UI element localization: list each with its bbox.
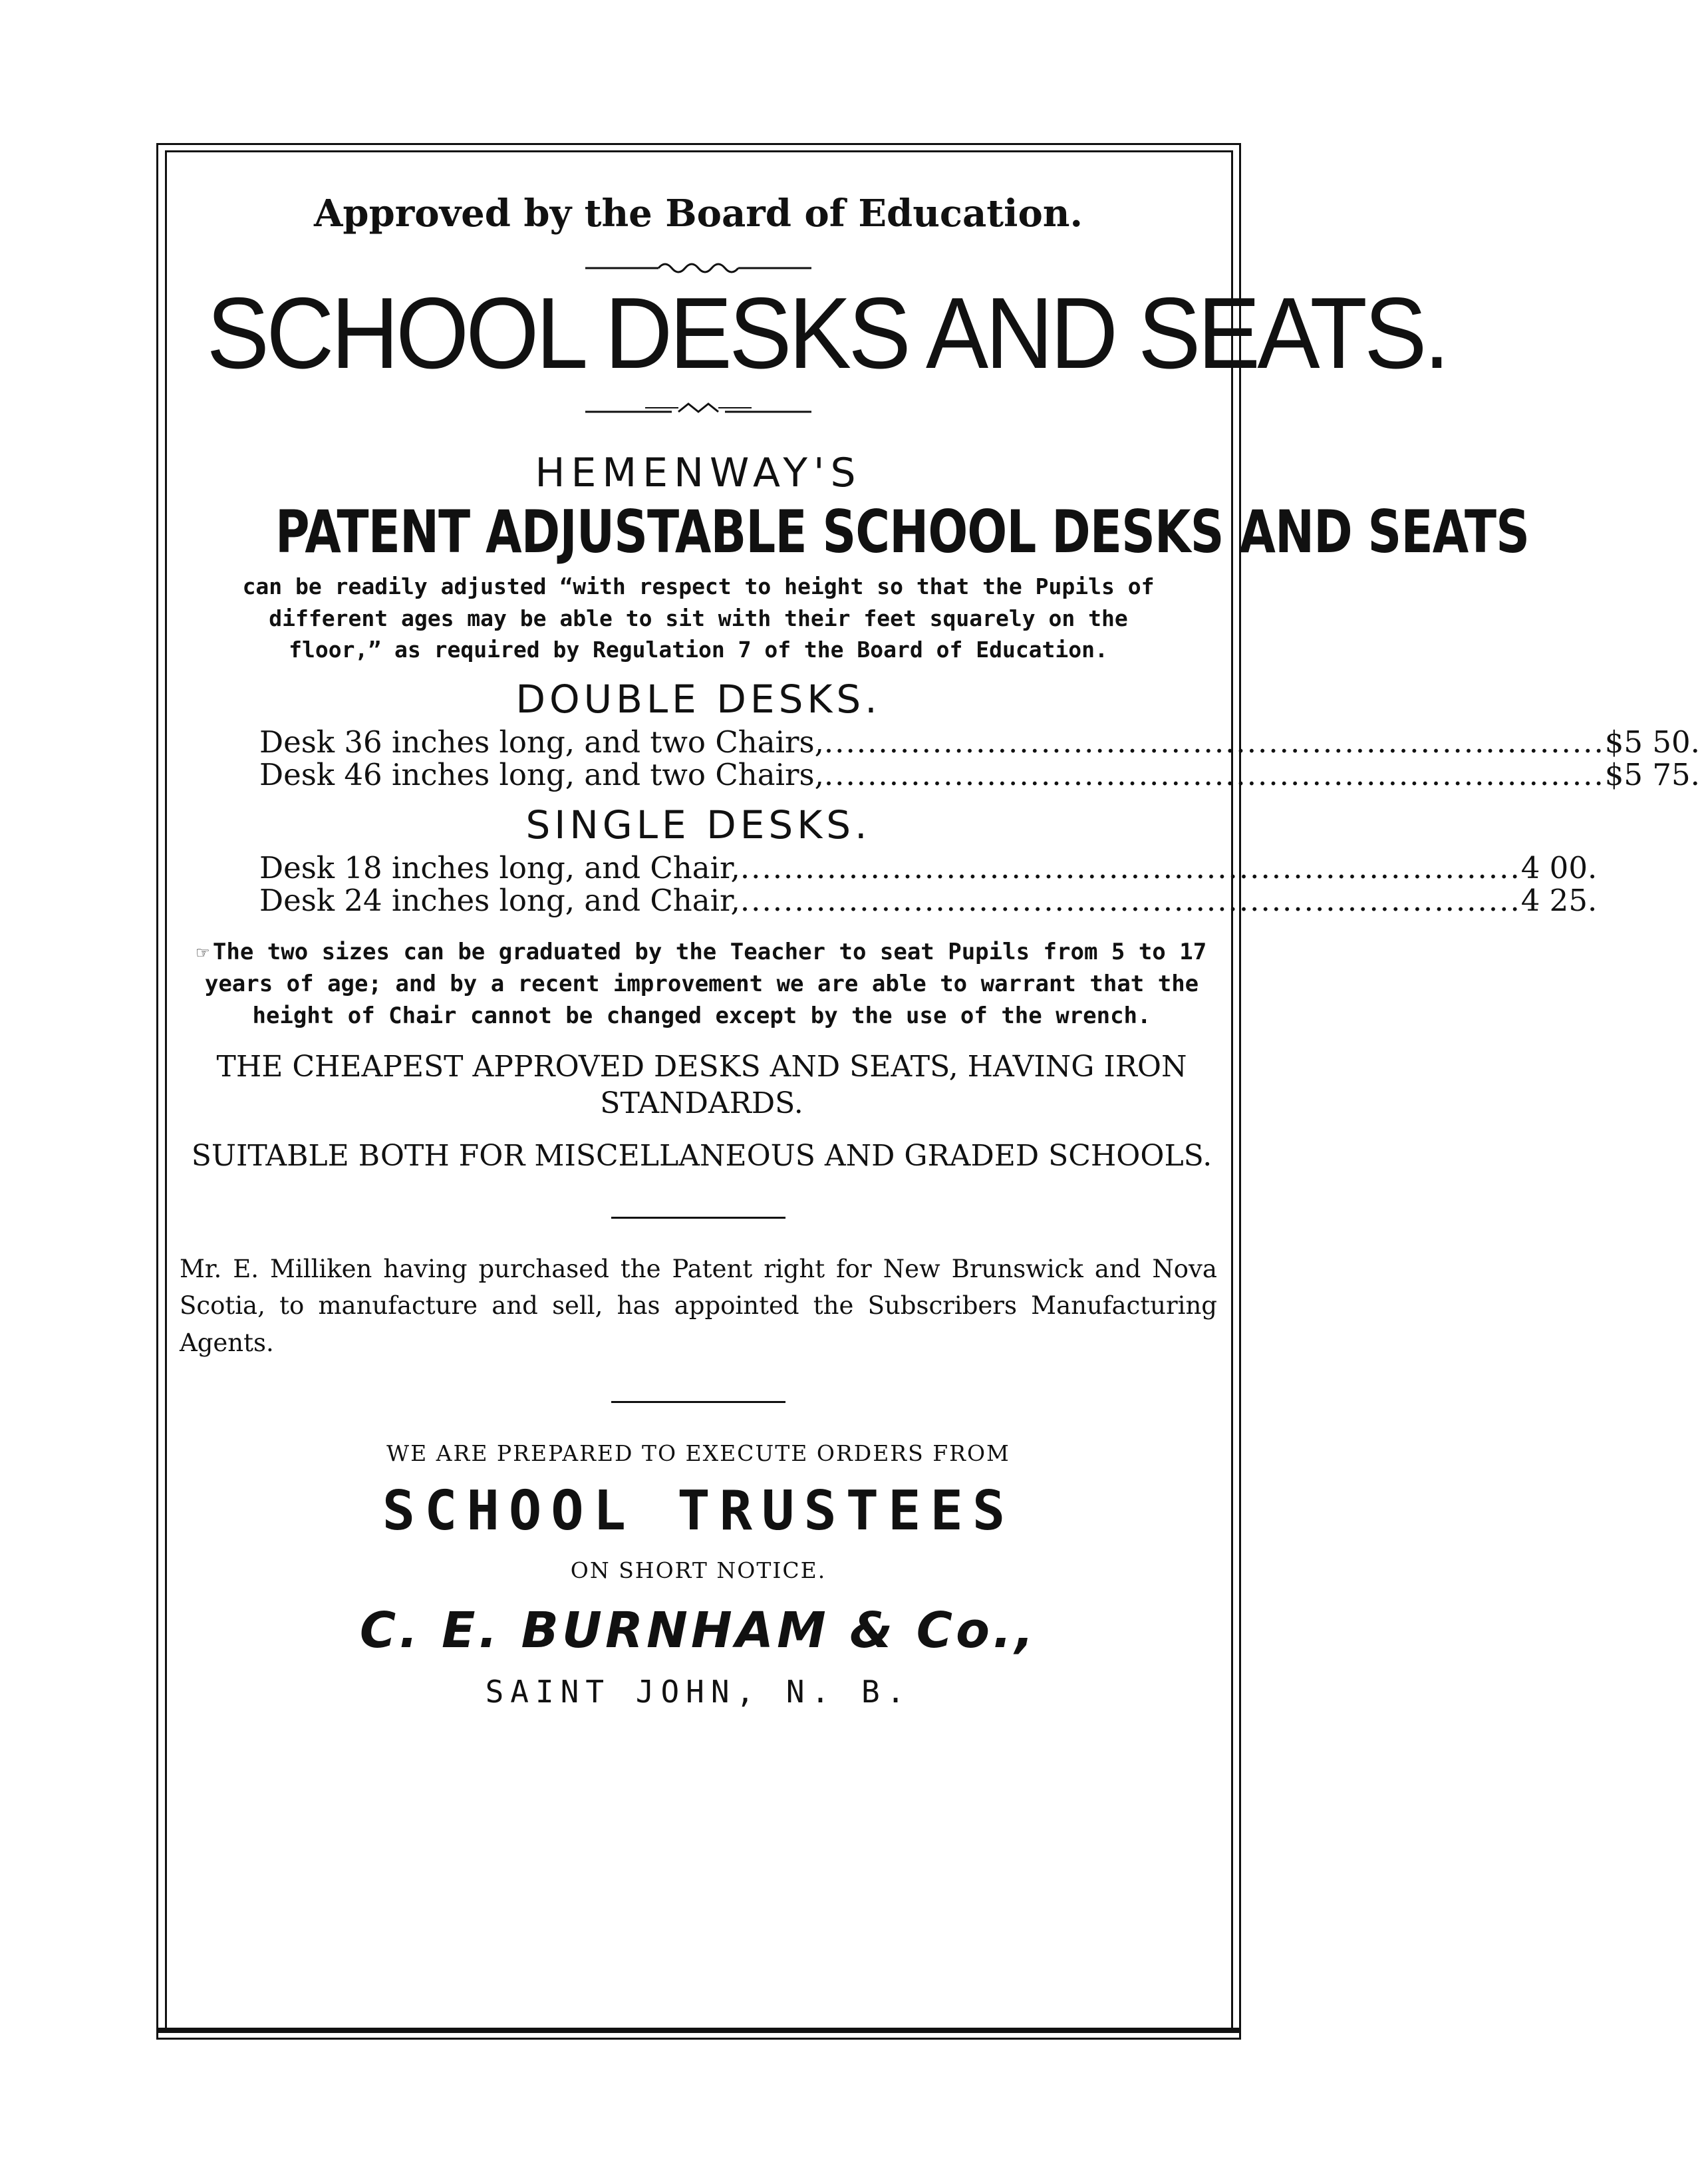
- approved-heading: Approved by the Board of Education.: [313, 192, 1083, 235]
- price-row: [259, 757, 1700, 793]
- price-value: 4 00.: [1520, 850, 1598, 885]
- claim-cheapest: THE CHEAPEST APPROVED DESKS AND SEATS, HAVING IRON STANDARDS.: [216, 1049, 1187, 1120]
- price-value: $5 50.: [1604, 724, 1700, 760]
- leader-dots: ........................................................................: [823, 724, 1605, 760]
- pointing-hand-icon: ☞: [196, 941, 209, 965]
- single-desks-title: SINGLE DESKS.: [525, 802, 871, 848]
- company-location: SAINT JOHN, N. B.: [485, 1674, 912, 1710]
- divider-rule: [611, 1217, 785, 1219]
- note-text: The two sizes can be graduated by the Teacher to seat Pupils from 5 to 17 years of age; and by a recent improvement we are able to warrant that the height of Chair cannot be changed except by the use of the wrench.: [204, 938, 1207, 1030]
- company-name: C. E. BURNHAM & Co.,: [359, 1602, 1038, 1660]
- leader-dots: ........................................................................: [740, 883, 1521, 919]
- price-value: $5 75.: [1604, 757, 1700, 793]
- brand-name: HEMENWAY'S: [535, 449, 862, 496]
- price-row: [259, 883, 1598, 919]
- headline: SCHOOL DESKS AND SEATS.: [206, 277, 1447, 390]
- short-notice-line: ON SHORT NOTICE.: [570, 1557, 827, 1584]
- price-item-text: Desk 46 inches long, and two Chairs,: [259, 757, 824, 793]
- ornament-divider-icon: [585, 258, 811, 278]
- double-desks-title: DOUBLE DESKS.: [515, 676, 881, 722]
- advertisement: [170, 150, 1700, 1710]
- price-row: [259, 724, 1700, 760]
- patent-notice: Mr. E. Milliken having purchased the Patent right for New Brunswick and Nova Scotia, to manufacture and sell, has appointed the Subscribers Manufacturing Agents.: [180, 1254, 1217, 1357]
- graduation-note: [170, 936, 1234, 1032]
- leader-dots: ........................................................................: [740, 850, 1521, 885]
- price-item-text: Desk 24 inches long, and Chair,: [259, 883, 740, 919]
- price-row: [259, 850, 1598, 885]
- school-trustees-heading: SCHOOL TRUSTEES: [382, 1480, 1015, 1543]
- bottom-rule: [156, 2028, 1239, 2033]
- price-value: 4 25.: [1520, 883, 1598, 919]
- double-desks-list: [259, 724, 1700, 793]
- product-description: can be readily adjusted “with respect to height so that the Pupils of different ages may be able to sit with their feet squarely on the floor,” as required by Regulation 7 of the Board of Education.: [242, 573, 1155, 663]
- product-title: PATENT ADJUSTABLE SCHOOL DESKS AND SEATS: [275, 497, 1530, 566]
- price-item-text: Desk 18 inches long, and Chair,: [259, 850, 740, 885]
- divider-rule: [611, 1401, 785, 1403]
- leader-dots: ........................................................................: [823, 757, 1605, 793]
- prepared-line: WE ARE PREPARED TO EXECUTE ORDERS FROM: [386, 1440, 1010, 1467]
- ornament-divider-icon: [585, 400, 811, 420]
- claim-suitable: SUITABLE BOTH FOR MISCELLANEOUS AND GRADED SCHOOLS.: [191, 1138, 1212, 1173]
- price-item-text: Desk 36 inches long, and two Chairs,: [259, 724, 824, 760]
- single-desks-list: [259, 850, 1598, 919]
